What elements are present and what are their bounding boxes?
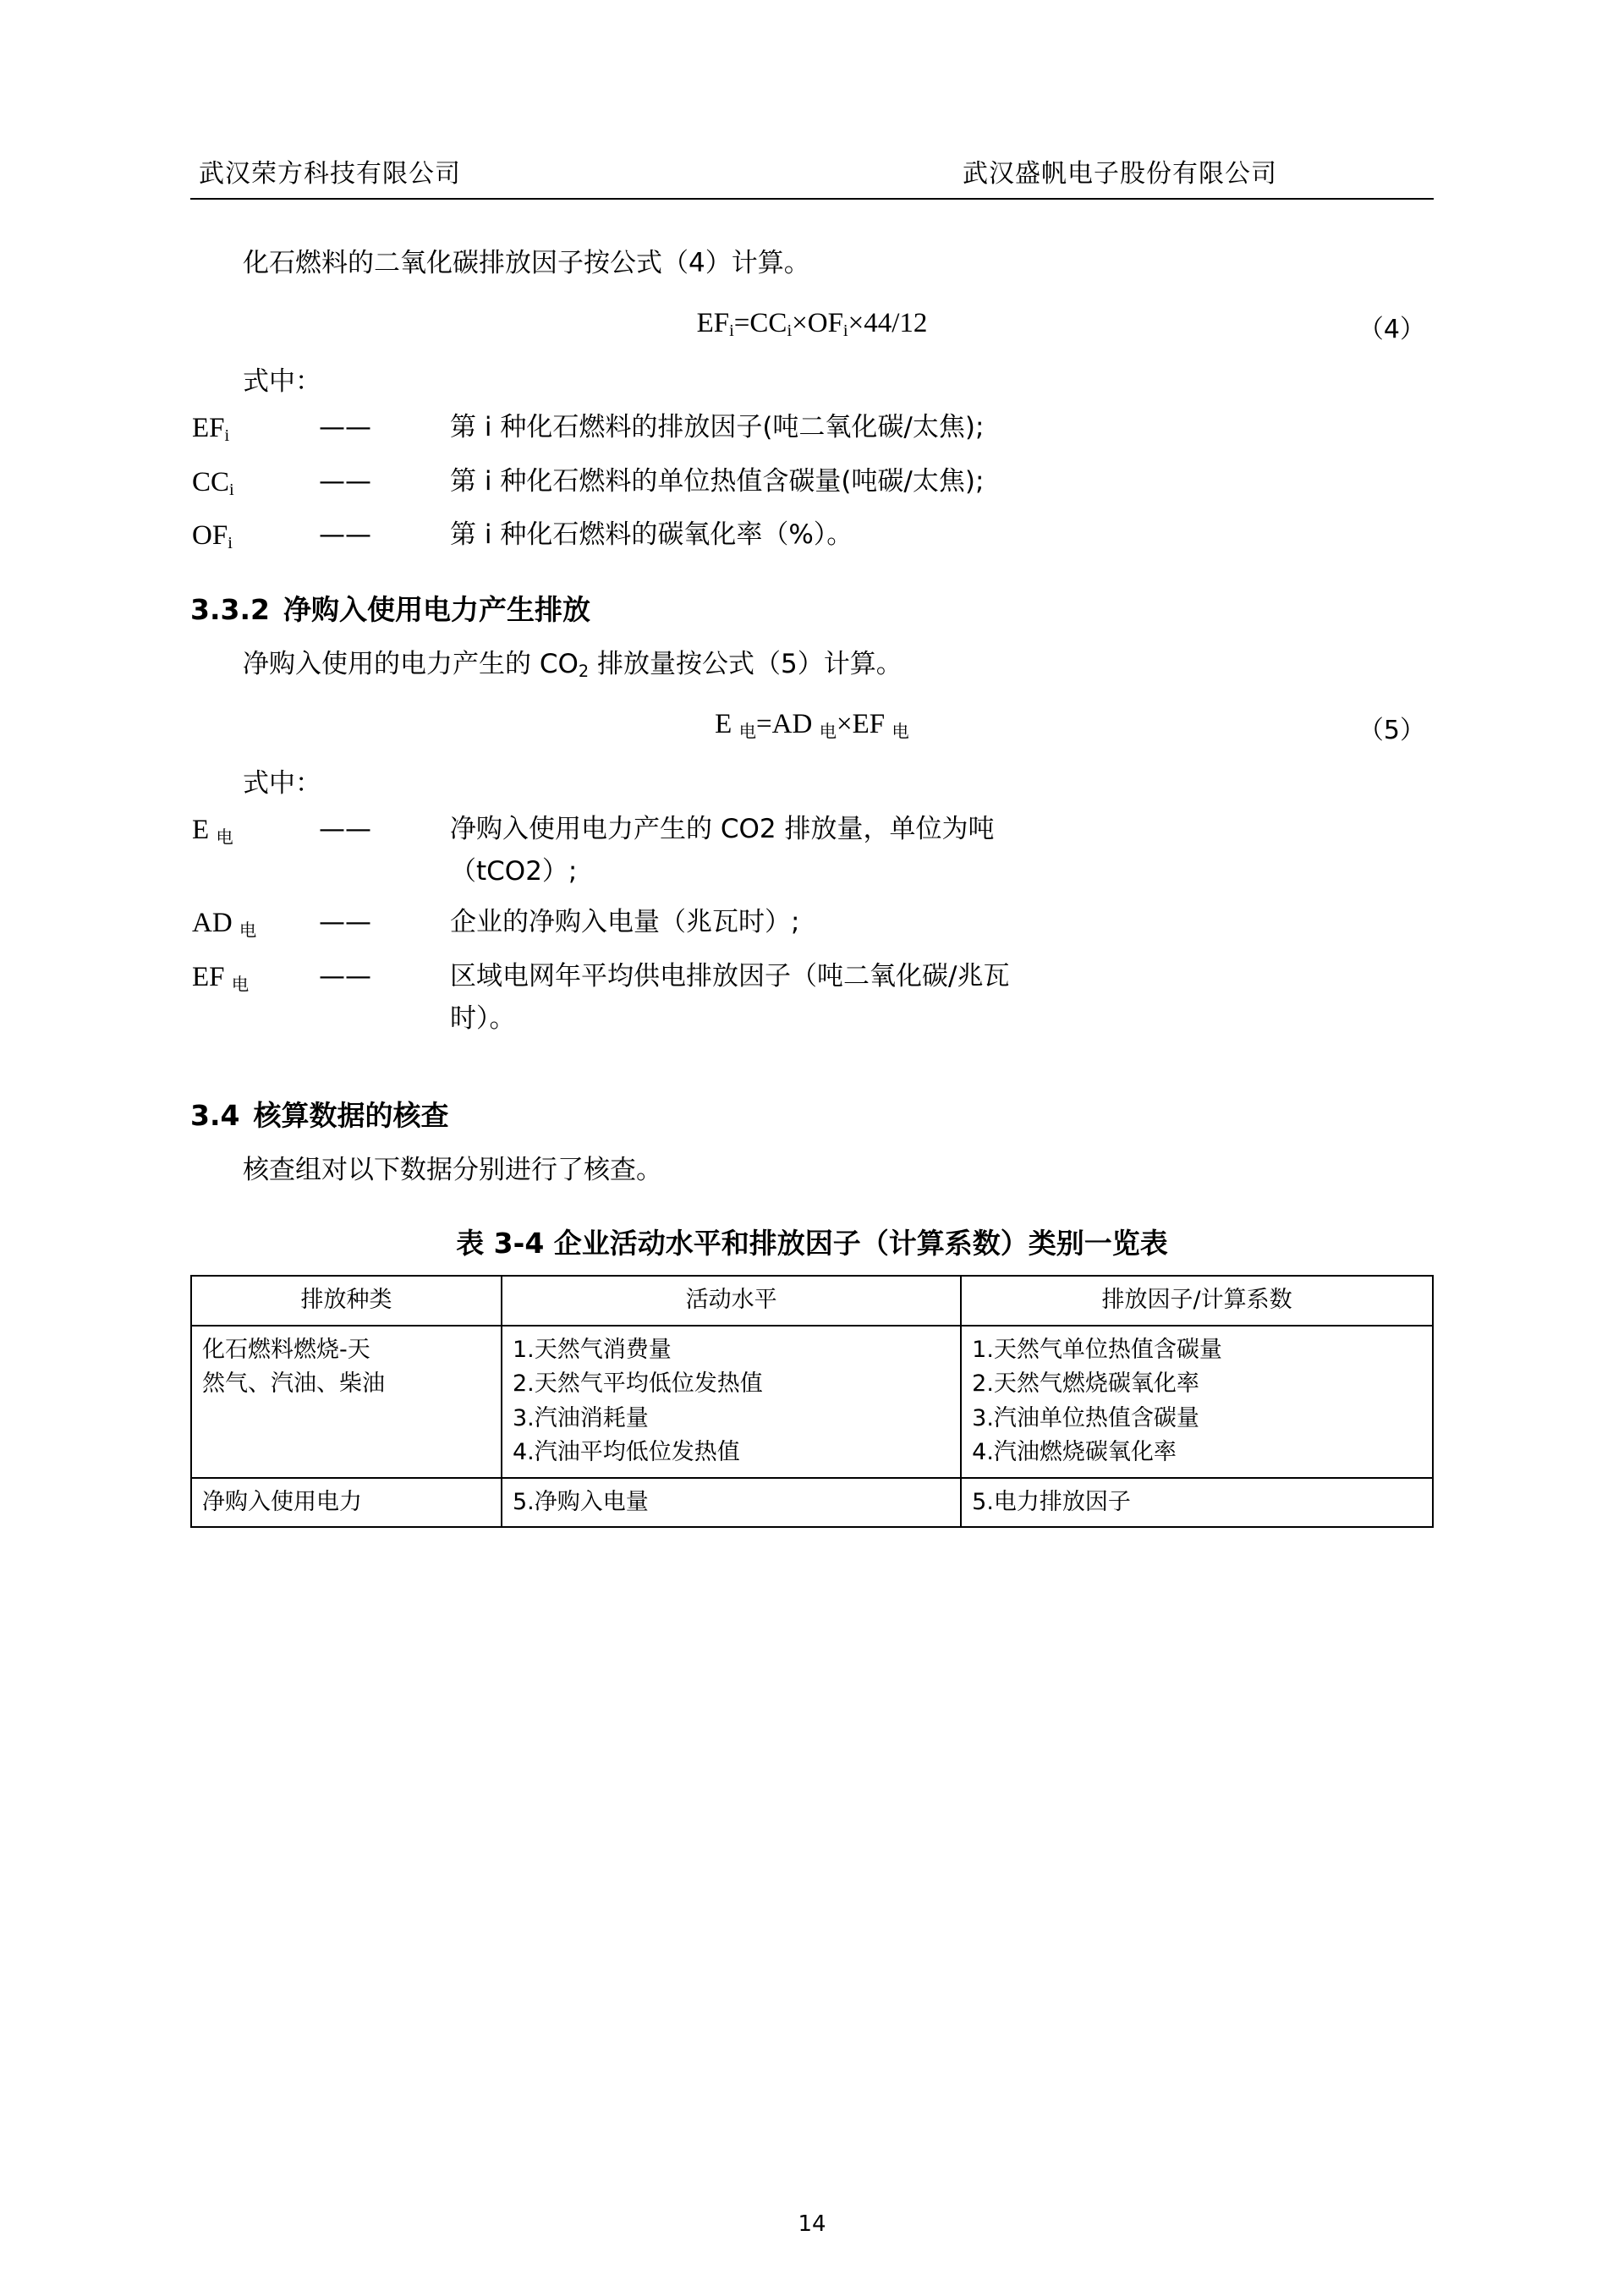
formula-5-expression: E 电=AD 电×EF 电	[715, 708, 909, 742]
definition-row	[190, 901, 1434, 946]
table-cell-activity	[502, 1326, 961, 1478]
power-intro-subscript: 2	[578, 661, 590, 681]
table-cell-factor	[961, 1478, 1433, 1528]
definition-dash: ——	[319, 519, 371, 551]
table-header-cell: 活动水平	[502, 1276, 961, 1326]
definition-symbol: AD 电	[192, 908, 257, 941]
definition-dash: ——	[319, 412, 371, 443]
cell-line: 净购入使用电力	[202, 1488, 362, 1515]
cell-line: 5.电力排放因子	[972, 1488, 1131, 1515]
definition-dash: ——	[319, 465, 371, 497]
emission-category-table	[190, 1275, 1434, 1528]
page-number: 14	[798, 2211, 826, 2237]
table-cell-category	[191, 1478, 502, 1528]
table-cell-category	[191, 1326, 502, 1478]
table-header-row	[191, 1276, 1433, 1326]
cell-line: 5.净购入电量	[513, 1488, 649, 1515]
definition-line: 净购入使用电力产生的 CO2 排放量，单位为吨	[450, 813, 995, 844]
table-caption: 表 3-4 企业活动水平和排放因子（计算系数）类别一览表	[456, 1227, 1168, 1261]
definition-row	[190, 514, 1434, 558]
definition-symbol: $OF_i$	[192, 520, 233, 553]
definition-line: 企业的净购入电量（兆瓦时）;	[450, 907, 800, 938]
definition-row	[190, 955, 1434, 1040]
formula-4-number: （4）	[1358, 315, 1425, 345]
formula-5	[190, 709, 1434, 743]
definition-dash: ——	[319, 813, 371, 844]
section-number: 3.4	[190, 1099, 240, 1133]
definition-symbol: E 电	[192, 814, 233, 848]
fossil-intro-paragraph: 化石燃料的二氧化碳排放因子按公式（4）计算。	[243, 248, 810, 278]
table-cell-factor	[961, 1326, 1433, 1478]
table-row	[191, 1326, 1433, 1478]
definition-line: （tCO2）;	[450, 855, 578, 887]
cell-line: 3.汽油消耗量	[513, 1404, 649, 1431]
power-intro-paragraph	[190, 641, 1434, 687]
formula-4	[190, 308, 1434, 345]
check-intro-paragraph: 核查组对以下数据分别进行了核查。	[243, 1155, 662, 1186]
formula-4-expression: $EF_i=CC_i\times OF_i\times 44/12$	[696, 308, 928, 341]
shizhong-label-1: 式中：	[243, 366, 321, 398]
cell-line: 4.汽油燃烧碳氧化率	[972, 1439, 1177, 1466]
definition-description	[450, 901, 1434, 943]
definition-description	[450, 955, 1434, 1040]
cell-line: 然气、汽油、柴油	[202, 1370, 385, 1398]
cell-line: 2.天然气平均低位发热值	[513, 1370, 763, 1398]
table-row	[191, 1478, 1433, 1528]
definition-description: 第 i 种化石燃料的排放因子(吨二氧化碳/太焦);	[450, 412, 985, 443]
table-cell-activity	[502, 1478, 961, 1528]
definition-symbol: $CC_i$	[192, 466, 234, 499]
cell-line: 化石燃料燃烧-天	[202, 1336, 370, 1363]
definition-row	[190, 460, 1434, 505]
definition-line: 区域电网年平均供电排放因子（吨二氧化碳/兆瓦	[450, 960, 1010, 991]
header-right-company: 武汉盛帆电子股份有限公司	[963, 159, 1277, 189]
definition-dash: ——	[319, 907, 371, 938]
header-left-company: 武汉荣方科技有限公司	[199, 159, 461, 189]
definition-symbol: EF 电	[192, 961, 250, 995]
section-title: 净购入使用电力产生排放	[283, 592, 590, 626]
section-heading-3-3-2	[190, 588, 1434, 628]
definition-dash: ——	[319, 960, 371, 991]
table-header-cell: 排放因子/计算系数	[961, 1276, 1433, 1326]
definition-symbol: $EF_i$	[192, 413, 230, 446]
section-number: 3.3.2	[190, 592, 270, 626]
cell-line: 3.汽油单位热值含碳量	[972, 1404, 1199, 1431]
power-intro-part-b: 排放量按公式（5）计算。	[589, 648, 903, 679]
cell-line: 2.天然气燃烧碳氧化率	[972, 1370, 1199, 1398]
section-heading-3-4	[190, 1094, 1434, 1134]
definition-description: 第 i 种化石燃料的单位热值含碳量(吨碳/太焦);	[450, 465, 985, 497]
cell-line: 4.汽油平均低位发热值	[513, 1439, 740, 1466]
definition-line: 时）。	[450, 1002, 516, 1034]
definition-description	[450, 808, 1434, 893]
definition-row	[190, 808, 1434, 893]
page-header	[190, 152, 1434, 200]
shizhong-label-2: 式中：	[243, 767, 321, 799]
formula-5-number: （5）	[1358, 715, 1425, 745]
cell-line: 1.天然气单位热值含碳量	[972, 1336, 1222, 1363]
definition-description: 第 i 种化石燃料的碳氧化率（%）。	[450, 519, 853, 551]
definition-row	[190, 406, 1434, 451]
power-intro-part-a: 净购入使用的电力产生的 CO	[243, 648, 579, 679]
section-title: 核算数据的核查	[253, 1099, 449, 1133]
table-header-cell: 排放种类	[191, 1276, 502, 1326]
cell-line: 1.天然气消费量	[513, 1336, 672, 1363]
